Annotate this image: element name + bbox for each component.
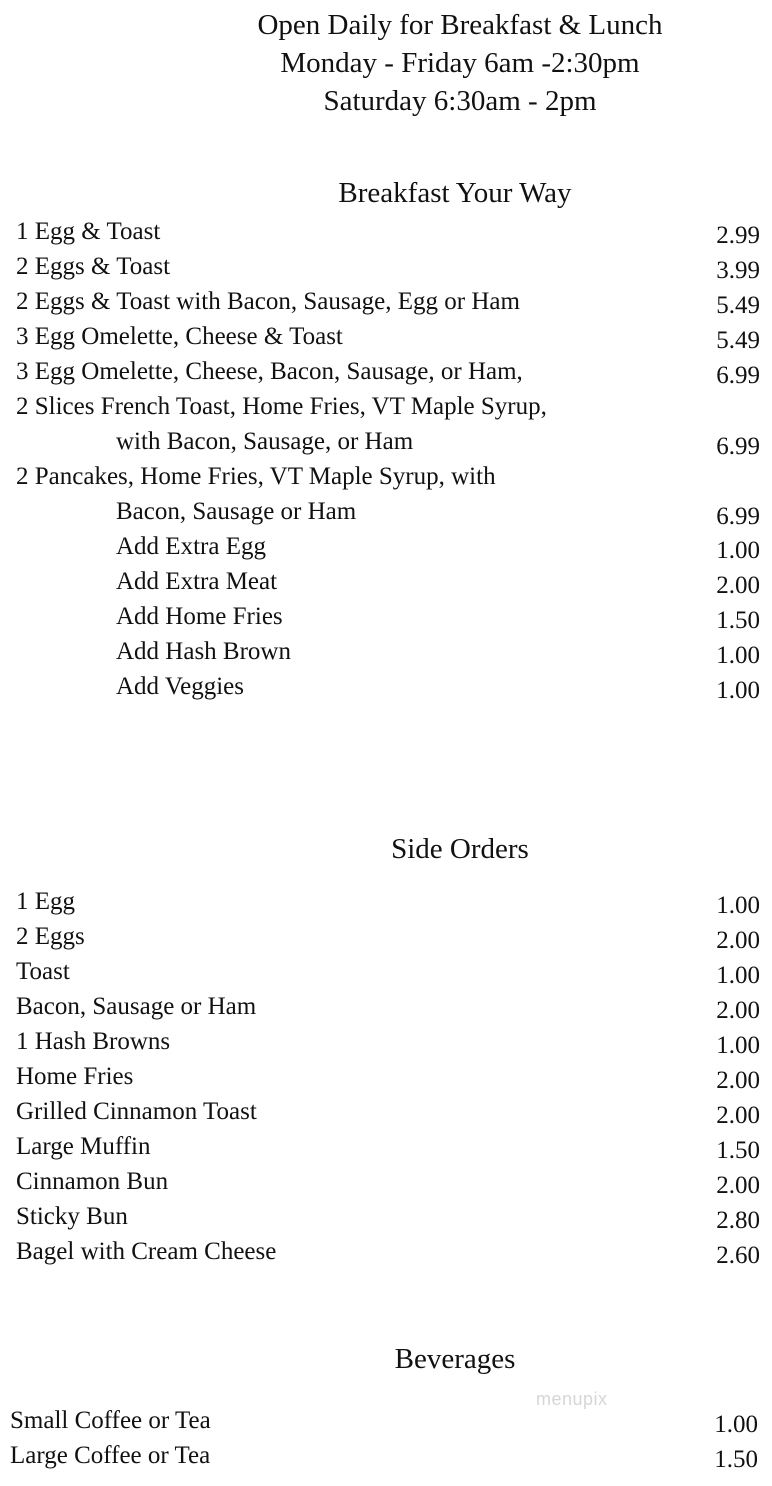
item-price: 2.60	[716, 1242, 760, 1269]
item-price: 1.50	[716, 607, 760, 634]
menu-item	[0, 1164, 772, 1199]
item-price: 5.49	[716, 292, 760, 319]
menu-item	[0, 1234, 772, 1269]
side-orders-section-title: Side Orders	[391, 833, 529, 865]
item-name: Sticky Bun	[16, 1203, 128, 1230]
item-price: 2.00	[716, 572, 760, 599]
hours-header	[150, 6, 770, 120]
item-name: Bagel with Cream Cheese	[16, 1238, 277, 1265]
menu-item-addon	[0, 599, 772, 634]
item-name: 2 Slices French Toast, Home Fries, VT Maple Syrup,	[16, 393, 547, 420]
item-price: 1.00	[714, 1411, 758, 1438]
item-name: Add Veggies	[116, 673, 245, 700]
item-price: 1.00	[716, 962, 760, 989]
item-price: 2.00	[716, 1102, 760, 1129]
item-price: 1.00	[716, 1032, 760, 1059]
item-name: 3 Egg Omelette, Cheese & Toast	[16, 323, 343, 350]
item-name: Add Home Fries	[116, 603, 283, 630]
menu-item	[0, 284, 772, 319]
menu-item	[0, 1129, 772, 1164]
item-price: 2.80	[716, 1207, 760, 1234]
menu-item	[0, 1024, 772, 1059]
item-name: Large Muffin	[16, 1133, 151, 1160]
menu-item	[0, 1059, 772, 1094]
item-price: 6.99	[716, 362, 760, 389]
watermark-text: menupix	[536, 1389, 608, 1409]
item-name: Add Hash Brown	[116, 638, 291, 665]
menu-item	[0, 884, 772, 919]
side-orders-list	[0, 884, 772, 1269]
menu-item-continuation	[0, 424, 772, 459]
item-price: 1.00	[716, 892, 760, 919]
item-name: Grilled Cinnamon Toast	[16, 1098, 257, 1125]
item-price: 2.99	[716, 222, 760, 249]
breakfast-section-title: Breakfast Your Way	[338, 177, 572, 209]
item-name: Cinnamon Bun	[16, 1168, 169, 1195]
menu-item-addon	[0, 564, 772, 599]
item-price: 1.00	[716, 677, 760, 704]
item-price: 1.50	[714, 1446, 758, 1473]
item-price: 5.49	[716, 327, 760, 354]
menu-item	[0, 989, 772, 1024]
menu-item	[0, 214, 772, 249]
menu-item	[0, 459, 772, 494]
item-name: Large Coffee or Tea	[10, 1442, 211, 1469]
menu-item	[0, 1438, 772, 1473]
menu-item	[0, 1403, 772, 1438]
item-name: 2 Pancakes, Home Fries, VT Maple Syrup, with	[16, 463, 496, 490]
item-name: Toast	[16, 958, 70, 985]
item-name: 3 Egg Omelette, Cheese, Bacon, Sausage, or Ham,	[16, 358, 523, 385]
item-name: 1 Hash Browns	[16, 1028, 171, 1055]
beverages-list	[0, 1403, 772, 1473]
menu-item	[0, 389, 772, 424]
item-name: 2 Eggs	[16, 923, 85, 950]
item-price: 6.99	[716, 503, 760, 530]
menu-item	[0, 919, 772, 954]
item-price: 6.99	[716, 433, 760, 460]
item-name: Small Coffee or Tea	[10, 1407, 211, 1434]
menu-item-addon	[0, 634, 772, 669]
menu-item	[0, 954, 772, 989]
item-price: 2.00	[716, 1172, 760, 1199]
hours-line-saturday: Saturday 6:30am - 2pm	[323, 85, 597, 117]
item-name: 2 Eggs & Toast with Bacon, Sausage, Egg or Ham	[16, 288, 520, 315]
item-price: 2.00	[716, 997, 760, 1024]
item-name: 2 Eggs & Toast	[16, 253, 171, 280]
item-name: Add Extra Meat	[116, 568, 278, 595]
item-price: 2.00	[716, 927, 760, 954]
item-name: with Bacon, Sausage, or Ham	[116, 428, 414, 455]
item-name: Bacon, Sausage or Ham	[16, 993, 257, 1020]
hours-line-open-daily: Open Daily for Breakfast & Lunch	[257, 9, 663, 41]
item-name: 1 Egg & Toast	[16, 218, 161, 245]
menu-item	[0, 1094, 772, 1129]
menu-item	[0, 354, 772, 389]
menu-item-addon	[0, 669, 772, 704]
menu-item	[0, 249, 772, 284]
item-price: 1.50	[716, 1137, 760, 1164]
item-name: Bacon, Sausage or Ham	[116, 498, 357, 525]
item-price: 2.00	[716, 1067, 760, 1094]
item-name: 1 Egg	[16, 888, 76, 915]
menu-item	[0, 1199, 772, 1234]
menu-item-continuation	[0, 494, 772, 529]
beverages-section-title: Beverages	[394, 1343, 516, 1375]
item-price: 1.00	[716, 537, 760, 564]
item-price: 1.00	[716, 642, 760, 669]
item-name: Add Extra Egg	[116, 533, 266, 560]
menu-item-addon	[0, 529, 772, 564]
item-price: 3.99	[716, 257, 760, 284]
item-name: Home Fries	[16, 1063, 134, 1090]
breakfast-list	[0, 214, 772, 704]
hours-line-weekdays: Monday - Friday 6am -2:30pm	[280, 47, 640, 79]
menu-item	[0, 319, 772, 354]
